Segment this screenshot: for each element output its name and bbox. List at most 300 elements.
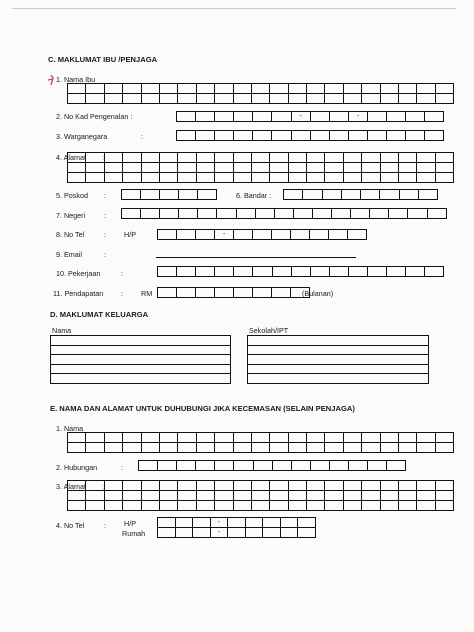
char-box[interactable]: [233, 84, 251, 94]
char-box[interactable]: [215, 461, 234, 471]
char-box[interactable]: [122, 190, 141, 200]
char-box[interactable]: [68, 153, 86, 163]
char-box[interactable]: [288, 443, 306, 453]
entry-line[interactable]: [51, 345, 231, 355]
char-box[interactable]: [343, 481, 361, 491]
char-box[interactable]: [104, 94, 122, 104]
char-box[interactable]: [251, 153, 269, 163]
char-box[interactable]: [435, 501, 453, 511]
char-box[interactable]: [233, 481, 251, 491]
char-box[interactable]: [367, 131, 386, 141]
char-box[interactable]: [141, 173, 159, 183]
family-row[interactable]: [248, 336, 429, 346]
char-box[interactable]: [123, 501, 141, 511]
separator-dash[interactable]: -: [210, 518, 228, 528]
char-box[interactable]: [362, 163, 380, 173]
ic-number-grid[interactable]: [176, 111, 444, 122]
char-box[interactable]: [310, 230, 329, 240]
char-box[interactable]: [399, 163, 417, 173]
char-box[interactable]: [343, 443, 361, 453]
char-box[interactable]: [251, 163, 269, 173]
char-box[interactable]: [86, 481, 104, 491]
char-box[interactable]: [178, 84, 196, 94]
char-box[interactable]: [406, 267, 425, 277]
occupation-grid[interactable]: [157, 266, 444, 277]
char-box[interactable]: [215, 153, 233, 163]
char-box[interactable]: [141, 153, 159, 163]
char-box[interactable]: [196, 230, 215, 240]
separator-dash[interactable]: -: [210, 528, 228, 538]
char-box[interactable]: [141, 491, 159, 501]
char-box[interactable]: [123, 481, 141, 491]
separator-dash[interactable]: -: [215, 230, 234, 240]
char-box[interactable]: [141, 209, 160, 219]
char-box[interactable]: [399, 84, 417, 94]
char-box[interactable]: [417, 84, 435, 94]
char-box[interactable]: [417, 153, 435, 163]
char-box[interactable]: [307, 163, 325, 173]
char-box[interactable]: [325, 481, 343, 491]
entry-line[interactable]: [248, 355, 429, 365]
char-box[interactable]: [234, 230, 253, 240]
char-box[interactable]: [68, 433, 86, 443]
char-box[interactable]: [280, 518, 298, 528]
email-line[interactable]: [156, 257, 356, 258]
char-box[interactable]: [325, 163, 343, 173]
char-box[interactable]: [215, 491, 233, 501]
char-box[interactable]: [343, 163, 361, 173]
char-box[interactable]: [141, 433, 159, 443]
entry-line[interactable]: [248, 364, 429, 374]
char-box[interactable]: [196, 288, 215, 298]
char-box[interactable]: [123, 84, 141, 94]
char-box[interactable]: [310, 131, 329, 141]
char-box[interactable]: [196, 84, 214, 94]
char-box[interactable]: [380, 153, 398, 163]
char-box[interactable]: [159, 481, 177, 491]
family-name-rows[interactable]: [50, 335, 231, 384]
char-box[interactable]: [193, 528, 211, 538]
char-box[interactable]: [387, 461, 406, 471]
char-box[interactable]: [253, 288, 272, 298]
char-box[interactable]: [348, 230, 367, 240]
char-box[interactable]: [236, 209, 255, 219]
char-box[interactable]: [417, 94, 435, 104]
char-box[interactable]: [362, 501, 380, 511]
char-box[interactable]: [245, 518, 263, 528]
char-box[interactable]: [427, 209, 446, 219]
char-box[interactable]: [399, 173, 417, 183]
char-box[interactable]: [253, 461, 272, 471]
char-box[interactable]: [158, 230, 177, 240]
char-box[interactable]: [251, 491, 269, 501]
char-box[interactable]: [425, 267, 444, 277]
char-box[interactable]: [177, 131, 196, 141]
char-box[interactable]: [307, 481, 325, 491]
char-box[interactable]: [270, 94, 288, 104]
char-box[interactable]: [406, 131, 425, 141]
char-box[interactable]: [380, 501, 398, 511]
char-box[interactable]: [417, 481, 435, 491]
char-box[interactable]: [123, 443, 141, 453]
char-box[interactable]: [322, 190, 341, 200]
char-box[interactable]: [178, 491, 196, 501]
char-box[interactable]: [68, 491, 86, 501]
char-box[interactable]: [312, 209, 331, 219]
char-box[interactable]: [158, 461, 177, 471]
char-box[interactable]: [178, 94, 196, 104]
entry-line[interactable]: [51, 364, 231, 374]
char-box[interactable]: [307, 173, 325, 183]
char-box[interactable]: [329, 230, 348, 240]
char-box[interactable]: [86, 153, 104, 163]
char-box[interactable]: [196, 173, 214, 183]
mother-name-grid[interactable]: [67, 83, 454, 104]
char-box[interactable]: [435, 84, 453, 94]
emergency-phone-grid[interactable]: [157, 517, 316, 538]
char-box[interactable]: [288, 481, 306, 491]
char-box[interactable]: [196, 491, 214, 501]
char-box[interactable]: [387, 112, 406, 122]
char-box[interactable]: [215, 288, 234, 298]
char-box[interactable]: [253, 267, 272, 277]
char-box[interactable]: [233, 163, 251, 173]
char-box[interactable]: [343, 94, 361, 104]
char-box[interactable]: [175, 528, 193, 538]
char-box[interactable]: [178, 163, 196, 173]
char-box[interactable]: [86, 173, 104, 183]
entry-line[interactable]: [248, 336, 429, 346]
char-box[interactable]: [104, 501, 122, 511]
char-box[interactable]: [288, 491, 306, 501]
char-box[interactable]: [325, 501, 343, 511]
char-box[interactable]: [307, 433, 325, 443]
char-box[interactable]: [215, 267, 234, 277]
char-box[interactable]: [288, 153, 306, 163]
char-box[interactable]: [234, 131, 253, 141]
char-box[interactable]: [343, 433, 361, 443]
char-box[interactable]: [349, 461, 368, 471]
char-box[interactable]: [141, 443, 159, 453]
char-box[interactable]: [310, 461, 329, 471]
char-box[interactable]: [270, 443, 288, 453]
char-box[interactable]: [370, 209, 389, 219]
char-box[interactable]: [159, 491, 177, 501]
char-box[interactable]: [123, 433, 141, 443]
char-box[interactable]: [158, 518, 176, 528]
char-box[interactable]: [123, 153, 141, 163]
char-box[interactable]: [399, 433, 417, 443]
char-box[interactable]: [325, 173, 343, 183]
char-box[interactable]: [274, 209, 293, 219]
char-box[interactable]: [86, 84, 104, 94]
char-box[interactable]: [104, 153, 122, 163]
char-box[interactable]: [399, 94, 417, 104]
char-box[interactable]: [325, 84, 343, 94]
char-box[interactable]: [234, 288, 253, 298]
char-box[interactable]: [123, 491, 141, 501]
char-box[interactable]: [179, 190, 198, 200]
char-box[interactable]: [272, 131, 291, 141]
char-box[interactable]: [158, 267, 177, 277]
char-box[interactable]: [233, 173, 251, 183]
char-box[interactable]: [141, 84, 159, 94]
char-box[interactable]: [253, 230, 272, 240]
family-row[interactable]: [51, 364, 231, 374]
char-box[interactable]: [380, 173, 398, 183]
char-box[interactable]: [215, 94, 233, 104]
char-box[interactable]: [368, 267, 387, 277]
char-box[interactable]: [325, 491, 343, 501]
char-box[interactable]: [387, 131, 406, 141]
char-box[interactable]: [362, 481, 380, 491]
char-box[interactable]: [272, 288, 291, 298]
char-box[interactable]: [329, 131, 348, 141]
char-box[interactable]: [343, 491, 361, 501]
char-box[interactable]: [159, 94, 177, 104]
char-box[interactable]: [348, 267, 367, 277]
char-box[interactable]: [325, 433, 343, 443]
char-box[interactable]: [233, 443, 251, 453]
char-box[interactable]: [177, 230, 196, 240]
char-box[interactable]: [270, 173, 288, 183]
postcode-grid[interactable]: [121, 189, 217, 200]
char-box[interactable]: [68, 443, 86, 453]
char-box[interactable]: [380, 443, 398, 453]
char-box[interactable]: [123, 94, 141, 104]
family-school-rows[interactable]: [247, 335, 429, 384]
char-box[interactable]: [425, 131, 444, 141]
char-box[interactable]: [86, 491, 104, 501]
char-box[interactable]: [196, 94, 214, 104]
char-box[interactable]: [123, 173, 141, 183]
char-box[interactable]: [284, 190, 303, 200]
char-box[interactable]: [361, 190, 380, 200]
char-box[interactable]: [245, 528, 263, 538]
char-box[interactable]: [104, 491, 122, 501]
char-box[interactable]: [435, 443, 453, 453]
char-box[interactable]: [68, 501, 86, 511]
char-box[interactable]: [362, 491, 380, 501]
char-box[interactable]: [215, 481, 233, 491]
char-box[interactable]: [178, 501, 196, 511]
char-box[interactable]: [104, 173, 122, 183]
family-row[interactable]: [51, 374, 231, 384]
char-box[interactable]: [435, 433, 453, 443]
char-box[interactable]: [86, 501, 104, 511]
char-box[interactable]: [228, 518, 246, 528]
char-box[interactable]: [215, 173, 233, 183]
char-box[interactable]: [179, 209, 198, 219]
char-box[interactable]: [303, 190, 322, 200]
char-box[interactable]: [435, 163, 453, 173]
char-box[interactable]: [233, 491, 251, 501]
char-box[interactable]: [362, 94, 380, 104]
entry-line[interactable]: [248, 374, 429, 384]
char-box[interactable]: [251, 481, 269, 491]
char-box[interactable]: [234, 112, 253, 122]
char-box[interactable]: [435, 491, 453, 501]
char-box[interactable]: [399, 153, 417, 163]
state-grid[interactable]: [121, 208, 447, 219]
char-box[interactable]: [387, 267, 406, 277]
char-box[interactable]: [215, 443, 233, 453]
char-box[interactable]: [159, 433, 177, 443]
char-box[interactable]: [178, 173, 196, 183]
char-box[interactable]: [288, 163, 306, 173]
char-box[interactable]: [196, 461, 215, 471]
char-box[interactable]: [270, 501, 288, 511]
char-box[interactable]: [291, 267, 310, 277]
char-box[interactable]: [141, 501, 159, 511]
char-box[interactable]: [417, 491, 435, 501]
income-grid[interactable]: [157, 287, 310, 298]
char-box[interactable]: [178, 433, 196, 443]
char-box[interactable]: [141, 163, 159, 173]
char-box[interactable]: [435, 481, 453, 491]
char-box[interactable]: [288, 94, 306, 104]
char-box[interactable]: [263, 528, 281, 538]
char-box[interactable]: [141, 481, 159, 491]
char-box[interactable]: [380, 491, 398, 501]
char-box[interactable]: [417, 163, 435, 173]
citizenship-grid[interactable]: [176, 130, 444, 141]
char-box[interactable]: [307, 491, 325, 501]
char-box[interactable]: [234, 267, 253, 277]
city-grid[interactable]: [283, 189, 438, 200]
char-box[interactable]: [159, 153, 177, 163]
char-box[interactable]: [272, 112, 291, 122]
char-box[interactable]: [288, 84, 306, 94]
char-box[interactable]: [417, 501, 435, 511]
char-box[interactable]: [419, 190, 438, 200]
char-box[interactable]: [399, 491, 417, 501]
char-box[interactable]: [196, 443, 214, 453]
char-box[interactable]: [178, 481, 196, 491]
char-box[interactable]: [417, 443, 435, 453]
char-box[interactable]: [234, 461, 253, 471]
char-box[interactable]: [380, 163, 398, 173]
char-box[interactable]: [177, 288, 196, 298]
char-box[interactable]: [198, 190, 217, 200]
char-box[interactable]: [196, 501, 214, 511]
char-box[interactable]: [288, 173, 306, 183]
char-box[interactable]: [122, 209, 141, 219]
char-box[interactable]: [288, 433, 306, 443]
char-box[interactable]: [325, 94, 343, 104]
char-box[interactable]: [196, 481, 214, 491]
char-box[interactable]: [293, 209, 312, 219]
char-box[interactable]: [272, 267, 291, 277]
char-box[interactable]: [307, 94, 325, 104]
char-box[interactable]: [68, 173, 86, 183]
char-box[interactable]: [380, 433, 398, 443]
char-box[interactable]: [435, 173, 453, 183]
char-box[interactable]: [270, 433, 288, 443]
char-box[interactable]: [159, 443, 177, 453]
char-box[interactable]: [417, 173, 435, 183]
char-box[interactable]: [270, 481, 288, 491]
emergency-name-grid[interactable]: [67, 432, 454, 453]
char-box[interactable]: [196, 153, 214, 163]
char-box[interactable]: [343, 153, 361, 163]
char-box[interactable]: [343, 173, 361, 183]
char-box[interactable]: [215, 131, 234, 141]
char-box[interactable]: [104, 163, 122, 173]
char-box[interactable]: [291, 230, 310, 240]
char-box[interactable]: [329, 112, 348, 122]
char-box[interactable]: [175, 518, 193, 528]
char-box[interactable]: [233, 153, 251, 163]
char-box[interactable]: [233, 501, 251, 511]
char-box[interactable]: [341, 190, 360, 200]
char-box[interactable]: [251, 84, 269, 94]
char-box[interactable]: [389, 209, 408, 219]
family-row[interactable]: [248, 364, 429, 374]
char-box[interactable]: [178, 443, 196, 453]
char-box[interactable]: [139, 461, 158, 471]
char-box[interactable]: [380, 190, 399, 200]
entry-line[interactable]: [51, 374, 231, 384]
char-box[interactable]: [435, 94, 453, 104]
family-row[interactable]: [248, 355, 429, 365]
char-box[interactable]: [251, 94, 269, 104]
char-box[interactable]: [288, 501, 306, 511]
entry-line[interactable]: [51, 336, 231, 346]
char-box[interactable]: [160, 190, 179, 200]
char-box[interactable]: [380, 94, 398, 104]
char-box[interactable]: [362, 443, 380, 453]
char-box[interactable]: [86, 433, 104, 443]
char-box[interactable]: [270, 84, 288, 94]
char-box[interactable]: [68, 481, 86, 491]
char-box[interactable]: [417, 433, 435, 443]
char-box[interactable]: [329, 267, 348, 277]
entry-line[interactable]: [51, 355, 231, 365]
char-box[interactable]: [255, 209, 274, 219]
char-box[interactable]: [253, 131, 272, 141]
char-box[interactable]: [86, 443, 104, 453]
char-box[interactable]: [198, 209, 217, 219]
char-box[interactable]: [399, 481, 417, 491]
char-box[interactable]: [270, 491, 288, 501]
char-box[interactable]: [348, 131, 367, 141]
char-box[interactable]: [177, 461, 196, 471]
char-box[interactable]: [251, 443, 269, 453]
family-row[interactable]: [248, 345, 429, 355]
char-box[interactable]: [215, 433, 233, 443]
char-box[interactable]: [141, 190, 160, 200]
relationship-grid[interactable]: [138, 460, 406, 471]
char-box[interactable]: [280, 528, 298, 538]
char-box[interactable]: [68, 84, 86, 94]
char-box[interactable]: [215, 501, 233, 511]
char-box[interactable]: [408, 209, 427, 219]
char-box[interactable]: [68, 163, 86, 173]
char-box[interactable]: [159, 163, 177, 173]
char-box[interactable]: [272, 461, 291, 471]
char-box[interactable]: [68, 94, 86, 104]
char-box[interactable]: [233, 433, 251, 443]
family-row[interactable]: [51, 336, 231, 346]
char-box[interactable]: [217, 209, 236, 219]
char-box[interactable]: [193, 518, 211, 528]
char-box[interactable]: [298, 518, 316, 528]
mobile-number-grid[interactable]: [157, 229, 367, 240]
char-box[interactable]: [160, 209, 179, 219]
char-box[interactable]: [307, 501, 325, 511]
char-box[interactable]: [158, 288, 177, 298]
